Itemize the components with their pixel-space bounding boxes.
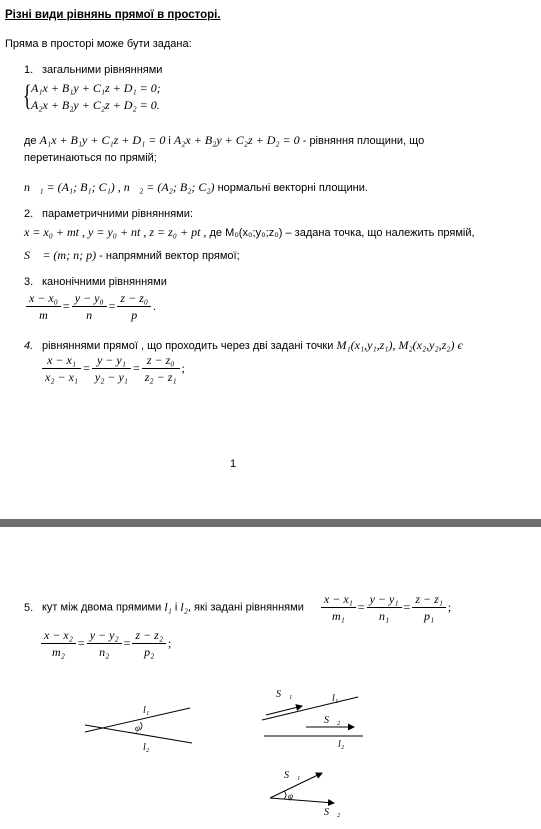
item4-heading: 4. рівняннями прямої , що проходить через дві задані точки M₁(x₁,y₁,z₁), M₂(x₂,y₂,z₂) є bbox=[24, 338, 463, 352]
item5-heading: 5. кут між двома прямими l₁ і l₂, які задані рівняннями $\frac{\text{x − x₁}}{\text{m₁}}$ = $\frac{\text{y − y₁}}{\text{n₁}}$ = $\frac{\text{z − z₁}}{\text{p₁}}$ ; bbox=[24, 592, 452, 623]
system-brace: { bbox=[22, 79, 32, 112]
item2-equations: x = x₀ + mt , y = y₀ + nt , z = z₀ + pt , де M₀(x₀;y₀;z₀) – задана точка, що належить прямій, bbox=[24, 225, 475, 239]
fig2-label-l2: l₂ bbox=[338, 739, 345, 750]
figure-vector-angle bbox=[262, 765, 347, 820]
item4-two-point-equation: $\frac{\text{x − x₁}}{\text{x₂ − x₁}}$ = $\frac{\text{y − y₁}}{\text{y₂ − y₁}}$ = $\frac{\text{z − z₀}}{\text{z₂ − z₁}}$ ; bbox=[42, 353, 187, 384]
fig3-label-s1: S⃗₁ bbox=[284, 770, 301, 781]
item2-vector: S⃗ = (m; n; p) - напрямний вектор прямої; bbox=[24, 248, 240, 262]
fig2-label-s2: S⃗₂ bbox=[324, 715, 341, 726]
item1-eq1: A₁x + B₁y + C₁z + D₁ = 0; bbox=[31, 81, 161, 95]
page-title: Різні види рівнянь прямої в просторі. bbox=[5, 9, 221, 21]
item1-eq2: A₂x + B₂y + C₂z + D₂ = 0. bbox=[31, 98, 160, 112]
fig2-label-s1: S⃗₁ bbox=[276, 689, 293, 700]
item1-normals: n⃗₁ = (A₁; B₁; C₁) , n⃗₂ = (A₂; B₂; C₂) нормальні векторні площини. bbox=[24, 180, 368, 194]
item1-description: де A₁x + B₁y + C₁z + D₁ = 0 і A₂x + B₂y + C₂z + D₂ = 0 - рівняння площини, що bbox=[24, 133, 425, 147]
fig2-vector-s1 bbox=[266, 706, 302, 715]
figure-intersecting-lines bbox=[80, 700, 200, 760]
fig2-line-l1 bbox=[262, 697, 358, 720]
item3-heading: 3. канонічними рівняннями bbox=[24, 276, 167, 288]
figure-parallel-lines bbox=[258, 683, 373, 753]
fig3-label-s2: S⃗₂ bbox=[324, 807, 341, 818]
fig3-vector-s2 bbox=[270, 798, 334, 803]
fig1-label-phi: φ bbox=[135, 723, 140, 733]
fig1-label-l2: l₂ bbox=[143, 742, 150, 753]
page-number: 1 bbox=[230, 458, 237, 470]
item1-heading: 1. загальними рівняннями bbox=[24, 64, 163, 76]
page-separator bbox=[0, 519, 541, 527]
fig1-label-l1: l₁ bbox=[143, 705, 150, 716]
fig3-label-phi: φ bbox=[288, 791, 293, 801]
fig2-label-l1: l₁ bbox=[332, 693, 339, 704]
item3-canonical-equation: $\frac{\text{x − x₀}}{m}$ = $\frac{\text{y − y₀}}{n}$ = $\frac{\text{z − z₀}}{p}$ . bbox=[26, 291, 158, 322]
item2-heading: 2. параметричними рівняннями: bbox=[24, 208, 193, 220]
item5-second-equation: $\frac{\text{x − x₂}}{\text{m₂}}$ = $\frac{\text{y − y₂}}{\text{n₂}}$ = $\frac{\text{z − z₂}}{\text{p₂}}$ ; bbox=[41, 628, 173, 659]
fig1-angle-arc bbox=[140, 722, 142, 730]
fig3-angle-arc bbox=[284, 791, 286, 799]
item1-description-line2: перетинаються по прямій; bbox=[24, 152, 157, 164]
intro-text: Пряма в просторі може бути задана: bbox=[5, 38, 192, 50]
